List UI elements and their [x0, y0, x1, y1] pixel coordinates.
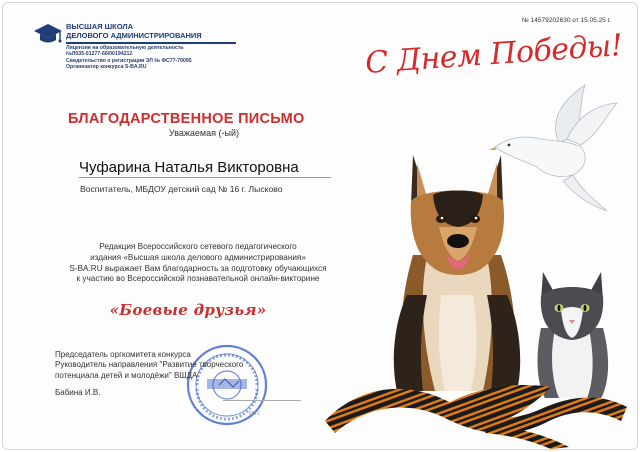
letter-body-line-1: Редакция Всероссийского сетевого педагогического [99, 242, 297, 251]
license-line-2: №Л035-01277-66/00194212 [66, 51, 133, 58]
document-number: № 14579202630 от 15.05.25 г. [521, 17, 611, 24]
organization-title-line-1: ВЫСШАЯ ШКОЛА [66, 22, 134, 31]
german-shepherd-dog-illustration [383, 145, 533, 393]
signature-block [55, 350, 315, 381]
logo-divider [66, 42, 236, 44]
graduation-cap-logo-icon [33, 22, 63, 46]
letter-body [43, 242, 353, 285]
license-line-3: Свидетельство о регистрации ЭЛ № ФС77-70095 [66, 57, 192, 64]
letter-body-line-2: издания «Высшая школа делового администрирования» [90, 252, 306, 262]
victory-day-title: С Днем Победы! [364, 28, 624, 81]
recipient-name: Чуфарина Наталья Викторовна [79, 159, 299, 176]
recipient-underline [79, 177, 331, 178]
signatory-name: Бабина И.В. [55, 388, 101, 397]
letter-body-line-4: к участию во Всероссийской познавательной онлайн-викторине [76, 274, 320, 284]
signatory-line-1: Председатель оргкомитета конкурса [55, 350, 191, 359]
seal-mark: М.П. [249, 411, 261, 417]
signatory-line-3: потенциала детей и молодёжи" ВШДА [55, 370, 198, 380]
letter-heading: БЛАГОДАРСТВЕННОЕ ПИСЬМО [68, 111, 305, 127]
greeting: Уважаемая (-ый) [169, 128, 239, 138]
organization-title [66, 22, 266, 40]
organization-title-line-2: ДЕЛОВОГО АДМИНИСТРИРОВАНИЯ [66, 31, 202, 40]
signature-line [223, 400, 301, 401]
letter-body-line-3: S-BA.RU выражает Вам благодарность за подготовку обучающихся [69, 263, 327, 273]
signatory-line-2: Руководитель направления "Развитие творческого [55, 360, 244, 370]
recipient-position: Воспитатель, МБДОУ детский сад № 16 г. Лысково [80, 184, 283, 194]
st-george-ribbon-illustration [321, 363, 631, 449]
contest-title: «Боевые друзья» [109, 301, 267, 319]
license-info [66, 45, 266, 71]
license-line-1: Лицензия на образовательную деятельность [66, 45, 184, 51]
license-line-4: Организатор конкурса S-BA.RU [66, 64, 147, 71]
certificate-frame [2, 2, 638, 450]
